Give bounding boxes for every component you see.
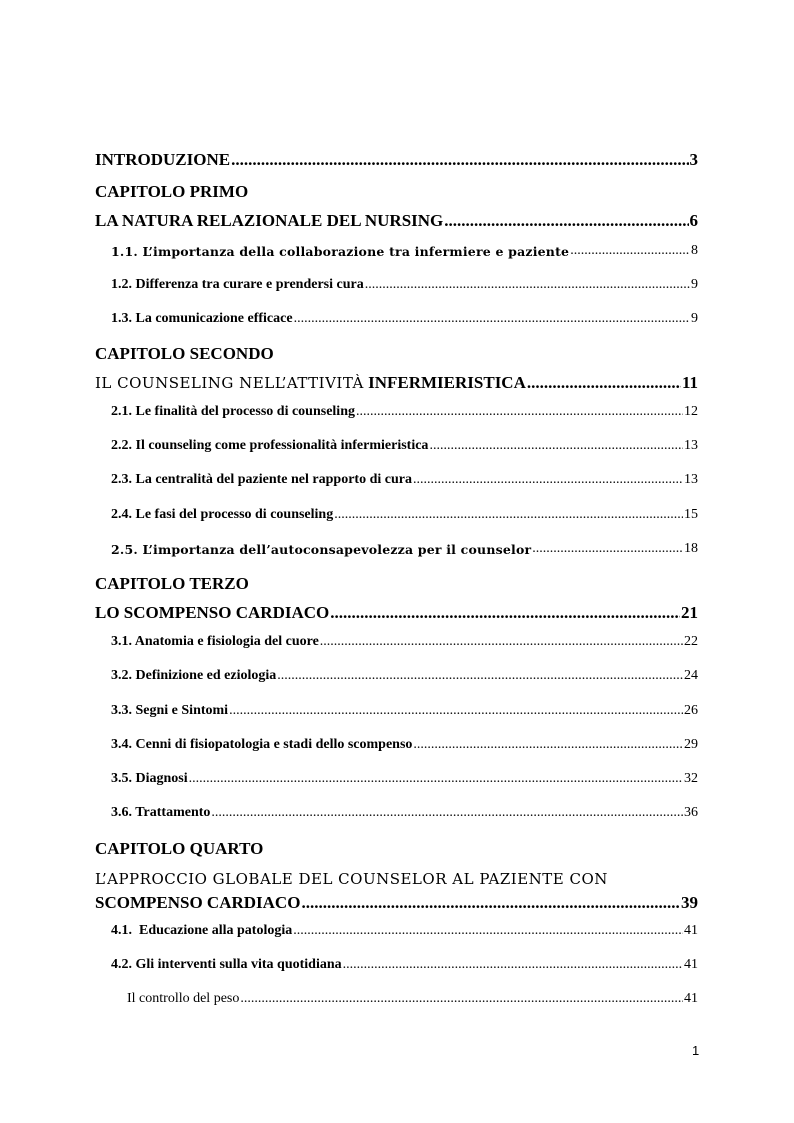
toc-entry-title: 2.4. Le fasi del processo di counseling [111, 507, 334, 522]
dot-leader [413, 472, 683, 488]
toc-entry-title-part2: INFERMIERISTICA [368, 373, 526, 392]
toc-entry-3-3[interactable] [111, 703, 698, 719]
dot-leader [532, 541, 683, 557]
dot-leader [356, 404, 683, 420]
toc-entry-page: 41 [684, 957, 698, 972]
toc-entry-title: 2.3. La centralità del paziente nel rapporto di cura [111, 472, 412, 487]
toc-entry-title: 2.1. Le finalità del processo di counseling [111, 404, 355, 419]
dot-leader [343, 957, 683, 973]
toc-entry-4-2-1[interactable] [127, 991, 698, 1007]
chapter-heading-2: CAPITOLO SECONDO [95, 344, 274, 363]
dot-leader [334, 507, 683, 523]
toc-entry-2-2[interactable] [111, 438, 698, 454]
toc-entry-title: 4.2. Gli interventi sulla vita quotidiana [111, 957, 342, 972]
dot-leader [293, 923, 683, 939]
toc-entry-page: 26 [684, 703, 698, 718]
toc-entry-page: 9 [691, 277, 698, 292]
toc-entry-2-4[interactable] [111, 507, 698, 523]
toc-entry-page: 13 [684, 472, 698, 487]
toc-entry-page: 13 [684, 438, 698, 453]
toc-entry-title: SCOMPENSO CARDIACO [95, 893, 301, 912]
toc-entry-page: 32 [684, 771, 698, 786]
toc-entry-1-1[interactable] [111, 243, 698, 259]
toc-entry-page: 22 [684, 634, 698, 649]
toc-entry-title: 2.2. Il counseling come professionalità infermieristica [111, 438, 429, 453]
toc-entry-page: 9 [691, 311, 698, 326]
toc-entry-chapter-3[interactable] [95, 603, 698, 623]
toc-entry-chapter-2[interactable] [95, 373, 698, 393]
toc-entry-page: 18 [684, 541, 698, 556]
toc-entry-4-1[interactable] [111, 923, 698, 939]
dot-leader [211, 805, 683, 821]
dot-leader [330, 603, 680, 623]
toc-entry-title-part1: IL COUNSELING NELL’ATTIVITÀ [95, 374, 364, 392]
dot-leader [413, 737, 683, 753]
toc-entry-title: LO SCOMPENSO CARDIACO [95, 603, 330, 622]
dot-leader [277, 668, 683, 684]
toc-entry-title: 3.5. Diagnosi [111, 771, 188, 786]
toc-entry-title: INTRODUZIONE [95, 150, 231, 169]
toc-entry-title: 3.1. Anatomia e fisiologia del cuore [111, 634, 319, 649]
page-number: 1 [692, 1043, 700, 1058]
toc-entry-title: 3.6. Trattamento [111, 805, 211, 820]
toc-entry-2-5[interactable] [111, 541, 698, 557]
toc-entry-page: 41 [684, 991, 698, 1006]
dot-leader [189, 771, 683, 787]
toc-entry-page: 15 [684, 507, 698, 522]
toc-entry-chapter-4[interactable] [95, 893, 698, 913]
toc-entry-page: 29 [684, 737, 698, 752]
chapter-heading-4: CAPITOLO QUARTO [95, 839, 264, 858]
toc-entry-title: 1.3. La comunicazione efficace [111, 311, 293, 326]
toc-entry-2-1[interactable] [111, 404, 698, 420]
toc-entry-title: 1.2. Differenza tra curare e prendersi cura [111, 277, 364, 292]
dot-leader [229, 703, 683, 719]
toc-entry-3-2[interactable] [111, 668, 698, 684]
toc-entry-title: 1.1. L’importanza della collaborazione tra infermiere e paziente [111, 244, 570, 259]
toc-entry-title: 3.3. Segni e Sintomi [111, 703, 229, 718]
toc-entry-title: 3.2. Definizione ed eziologia [111, 668, 277, 683]
toc-entry-page: 11 [681, 373, 698, 392]
toc-entry-2-3[interactable] [111, 472, 698, 488]
toc-entry-page: 41 [684, 923, 698, 938]
toc-entry-3-1[interactable] [111, 634, 698, 650]
dot-leader [301, 893, 680, 913]
toc-entry-title [95, 373, 526, 393]
dot-leader [320, 634, 683, 650]
dot-leader [527, 373, 681, 393]
toc-entry-page: 36 [684, 805, 698, 820]
toc-entry-title: Il controllo del peso [127, 991, 240, 1006]
toc-entry-page: 39 [681, 893, 698, 912]
toc-entry-title: 2.5. L’importanza dell’autoconsapevolezza per il counselor [111, 542, 532, 557]
chapter-heading-3: CAPITOLO TERZO [95, 574, 249, 593]
dot-leader [231, 150, 688, 170]
toc-entry-introduzione[interactable] [95, 150, 698, 170]
toc-entry-title: 3.4. Cenni di fisiopatologia e stadi dello scompenso [111, 737, 413, 752]
toc-entry-page: 12 [684, 404, 698, 419]
toc-entry-title: 4.1. Educazione alla patologia [111, 923, 293, 938]
chapter-heading-1: CAPITOLO PRIMO [95, 182, 249, 201]
toc-entry-3-4[interactable] [111, 737, 698, 753]
toc-entry-title: LA NATURA RELAZIONALE DEL NURSING [95, 211, 444, 230]
toc-entry-page: 8 [691, 243, 698, 258]
toc-entry-chapter-4-title-line1[interactable]: L’APPROCCIO GLOBALE DEL COUNSELOR AL PAZIENTE CON [95, 870, 608, 888]
dot-leader [240, 991, 683, 1007]
toc-entry-page: 21 [681, 603, 698, 622]
dot-leader [570, 243, 690, 259]
toc-entry-page: 24 [684, 668, 698, 683]
toc-entry-3-6[interactable] [111, 805, 698, 821]
toc-entry-1-2[interactable] [111, 277, 698, 293]
dot-leader [365, 277, 690, 293]
dot-leader [444, 211, 688, 231]
toc-entry-page: 6 [689, 211, 698, 230]
dot-leader [294, 311, 690, 327]
toc-entry-chapter-1[interactable] [95, 211, 698, 231]
toc-entry-4-2[interactable] [111, 957, 698, 973]
toc-entry-1-3[interactable] [111, 311, 698, 327]
dot-leader [429, 438, 683, 454]
toc-entry-page: 3 [689, 150, 698, 169]
toc-entry-3-5[interactable] [111, 771, 698, 787]
